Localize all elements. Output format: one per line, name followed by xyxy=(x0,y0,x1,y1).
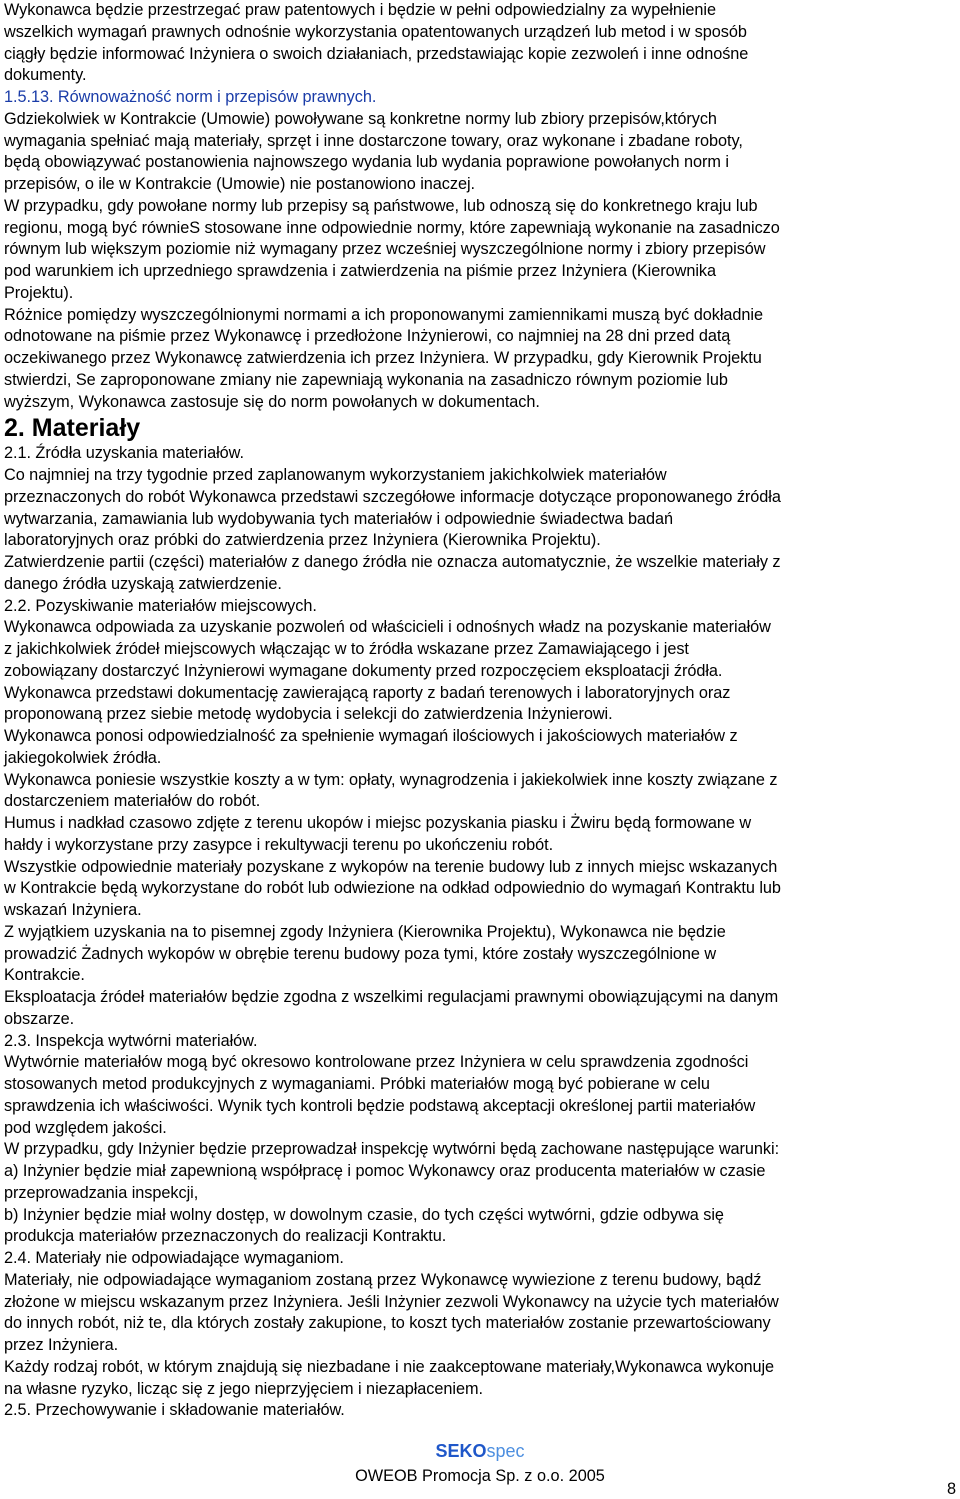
text-line: produkcja materiałów przeznaczonych do realizacji Kontraktu. xyxy=(4,1227,447,1246)
text-line: odnotowane na piśmie przez Wykonawcę i przedłożone Inżynierowi, co najmniej na 28 dni przed datą xyxy=(4,327,731,346)
text-line: do innych robót, niż te, dla których zostały zakupione, to koszt tych materiałów zostanie przewartościowany xyxy=(4,1314,771,1333)
text-line: regionu, mogą być równieS stosowane inne odpowiednie normy, które zapewniają wykonanie na zasadniczo xyxy=(4,218,780,237)
text-line: W przypadku, gdy Inżynier będzie przeprowadzał inspekcję wytwórni będą zachowane następujące warunki: xyxy=(4,1140,780,1159)
text-line: Wykonawca poniesie wszystkie koszty a w tym: opłaty, wynagrodzenia i jakiekolwiek inne koszty związane z xyxy=(4,770,778,789)
text-line: z jakichkolwiek źródeł miejscowych włączając w to źródła wskazane przez Zamawiającego i jest xyxy=(4,640,689,658)
text-line: a) Inżynier będzie miał zapewnioną współpracę i pomoc Wykonawcy oraz producenta materiałów w czasie xyxy=(4,1162,766,1180)
text-line: W przypadku, gdy powołane normy lub przepisy są państwowe, lub odnoszą się do konkretnego kraju lub xyxy=(4,196,758,215)
text-line: na własne ryzyko, licząc się z jego nieprzyjęciem i niezapłaceniem. xyxy=(4,1379,483,1398)
text-line: Wykonawca przedstawi dokumentację zawierającą raporty z badań terenowych i laboratoryjnych oraz xyxy=(4,683,731,702)
text-line: danego źródła uzyskają zatwierdzenie. xyxy=(4,574,282,593)
section-heading-1-5-13: 1.5.13. Równoważność norm i przepisów prawnych. xyxy=(4,88,377,106)
text-line: Wszystkie odpowiednie materiały pozyskane z wykopów na terenie budowy lub z innych miejsc wskazanych xyxy=(4,857,778,876)
intro-paragraph xyxy=(4,0,952,87)
text-line: ciągły będzie informować Inżyniera o swoich działaniach, przedstawiając kopie zezwoleń i inne odnośne xyxy=(4,44,749,63)
text-line: Wykonawca odpowiada za uzyskanie pozwoleń od właścicieli i odnośnych władz na pozyskanie materiałów xyxy=(4,618,771,637)
text-line: pod warunkiem ich uprzedniego sprawdzenia i zatwierdzenia na piśmie przez Inżyniera (Kierownika xyxy=(4,262,716,280)
document-page xyxy=(4,0,952,1422)
text-line: obszarze. xyxy=(4,1009,75,1028)
text-line: dostarczeniem materiałów do robót. xyxy=(4,792,261,811)
text-line: Humus i nadkład czasowo zdjęte z terenu ukopów i miejsc pozyskania piasku i Żwiru będą formowane w xyxy=(4,814,752,832)
text-line: proponowaną przez siebie metodę wydobycia i selekcji do zatwierdzenia Inżynierowi. xyxy=(4,705,613,724)
text-line: sprawdzenia ich właściwości. Wynik tych kontroli będzie podstawą akceptacji określonej partii materiałów xyxy=(4,1096,756,1115)
text-line: wskazań Inżyniera. xyxy=(4,901,142,919)
text-line: stosowanych metod produkcyjnych z wymaganiami. Próbki materiałów mogą być pobierane w celu xyxy=(4,1075,710,1093)
text-line: laboratoryjnych oraz próbki do zatwierdzenia przez Inżyniera (Kierownika Projektu). xyxy=(4,531,601,550)
text-line: wytwarzania, zamawiania lub wydobywania tych materiałów i odpowiednie świadectwa badań xyxy=(4,509,674,528)
text-line: złożone w miejscu wskazanym przez Inżyniera. Jeśli Inżynier zezwoli Wykonawcy na użycie tych materiałów xyxy=(4,1292,779,1311)
text-line: równym lub większym poziomie niż wymagany przez wcześniej wyszczególnione normy i zbiory przepisów xyxy=(4,240,766,259)
text-line: Wytwórnie materiałów mogą być okresowo kontrolowane przez Inżyniera w celu sprawdzenia zgodności xyxy=(4,1053,749,1072)
page-number: 8 xyxy=(946,1480,956,1498)
chapter-heading-materialy: 2. Materiały xyxy=(4,414,141,443)
text-line: hałdy i wykorzystane przy zasypce i rekultywacji terenu po ukończeniu robót. xyxy=(4,835,554,854)
text-line: Z wyjątkiem uzyskania na to pisemnej zgody Inżyniera (Kierownika Projektu), Wykonawca nie będzie xyxy=(4,922,726,941)
footer-company: OWEOB Promocja Sp. z o.o. 2005 xyxy=(355,1467,605,1485)
text-line: Różnice pomiędzy wyszczególnionymi normami a ich proponowanymi zamiennikami muszą być dokładnie xyxy=(4,305,763,324)
text-line: 2.1. Źródła uzyskania materiałów. xyxy=(4,444,244,463)
text-line: oczekiwanego przez Wykonawcę zatwierdzenia ich przez Inżyniera. W przypadku, gdy Kierownik Projektu xyxy=(4,349,762,367)
text-line: 2.5. Przechowywanie i składowanie materiałów. xyxy=(4,1401,345,1420)
text-line: Każdy rodzaj robót, w którym znajdują się niezbadane i nie zaakceptowane materiały,Wykonawca wykonuje xyxy=(4,1357,775,1376)
logo-text-light: spec xyxy=(486,1441,525,1461)
text-line: przez Inżyniera. xyxy=(4,1336,119,1354)
text-line: dokumenty. xyxy=(4,66,87,85)
materials-sections xyxy=(4,443,952,1422)
standards-paragraphs xyxy=(4,109,952,414)
text-line: wyższym, Wykonawca zastosuje się do norm powołanych w dokumentach. xyxy=(4,392,540,411)
text-line: stwierdzi, Se zaproponowane zmiany nie zapewniają wykonania na zasadniczo równym poziomie lub xyxy=(4,370,728,389)
text-line: wymagania spełniać mają materiały, sprzęt i inne dostarczone towary, oraz wykonane i zbadane roboty, xyxy=(4,131,743,150)
text-line: wszelkich wymagań prawnych odnośnie wykorzystania opatentowanych urządzeń lub metod i w sposób xyxy=(4,22,747,41)
text-line: Wykonawca ponosi odpowiedzialność za spełnienie wymagań ilościowych i jakościowych materiałów z xyxy=(4,727,738,745)
text-line: 2.2. Pozyskiwanie materiałów miejscowych. xyxy=(4,596,317,615)
text-line: będą obowiązywać postanowienia najnowszego wydania lub wydania poprawione powołanych norm i xyxy=(4,153,729,172)
text-line: Wykonawca będzie przestrzegać praw patentowych i będzie w pełni odpowiedzialny za wypełnienie xyxy=(4,1,716,19)
text-line: prowadzić Żadnych wykopów w obrębie terenu budowy poza tymi, które zostały wyszczególnione w xyxy=(4,944,717,963)
logo-text-bold: SEKO xyxy=(435,1441,487,1461)
text-line: 2.3. Inspekcja wytwórni materiałów. xyxy=(4,1031,258,1050)
text-line: przeznaczonych do robót Wykonawca przedstawi szczegółowe informacje dotyczące proponowanego źródła xyxy=(4,487,781,506)
text-line: Gdziekolwiek w Kontrakcie (Umowie) powoływane są konkretne normy lub zbiory przepisów,których xyxy=(4,109,717,128)
text-line: Materiały, nie odpowiadające wymaganiom zostaną przez Wykonawcę wywiezione z terenu budowy, bądź xyxy=(4,1270,762,1289)
text-line: zobowiązany dostarczyć Inżynierowi wymagane dokumenty przed rozpoczęciem eksploatacji źródła. xyxy=(4,661,723,680)
footer-logo xyxy=(0,1441,960,1461)
text-line: Eksploatacja źródeł materiałów będzie zgodna z wszelkimi regulacjami prawnymi obowiązującymi na danym xyxy=(4,988,779,1006)
text-line: przepisów, o ile w Kontrakcie (Umowie) nie postanowiono inaczej. xyxy=(4,175,475,193)
text-line: w Kontrakcie będą wykorzystane do robót lub odwiezione na odkład odpowiednio do wymagań Kontraktu lub xyxy=(4,879,781,898)
text-line: jakiegokolwiek źródła. xyxy=(4,748,162,767)
text-line: przeprowadzania inspekcji, xyxy=(4,1183,199,1202)
text-line: 2.4. Materiały nie odpowiadające wymaganiom. xyxy=(4,1249,344,1267)
text-line: Kontrakcie. xyxy=(4,966,85,985)
text-line: Co najmniej na trzy tygodnie przed zaplanowanym wykorzystaniem jakichkolwiek materiałów xyxy=(4,466,667,484)
text-line: Zatwierdzenie partii (części) materiałów z danego źródła nie oznacza automatycznie, że wszelkie materiały z xyxy=(4,553,781,571)
text-line: pod względem jakości. xyxy=(4,1118,167,1137)
text-line: b) Inżynier będzie miał wolny dostęp, w dowolnym czasie, do tych części wytwórni, gdzie odbywa się xyxy=(4,1205,724,1224)
text-line: Projektu). xyxy=(4,283,74,302)
